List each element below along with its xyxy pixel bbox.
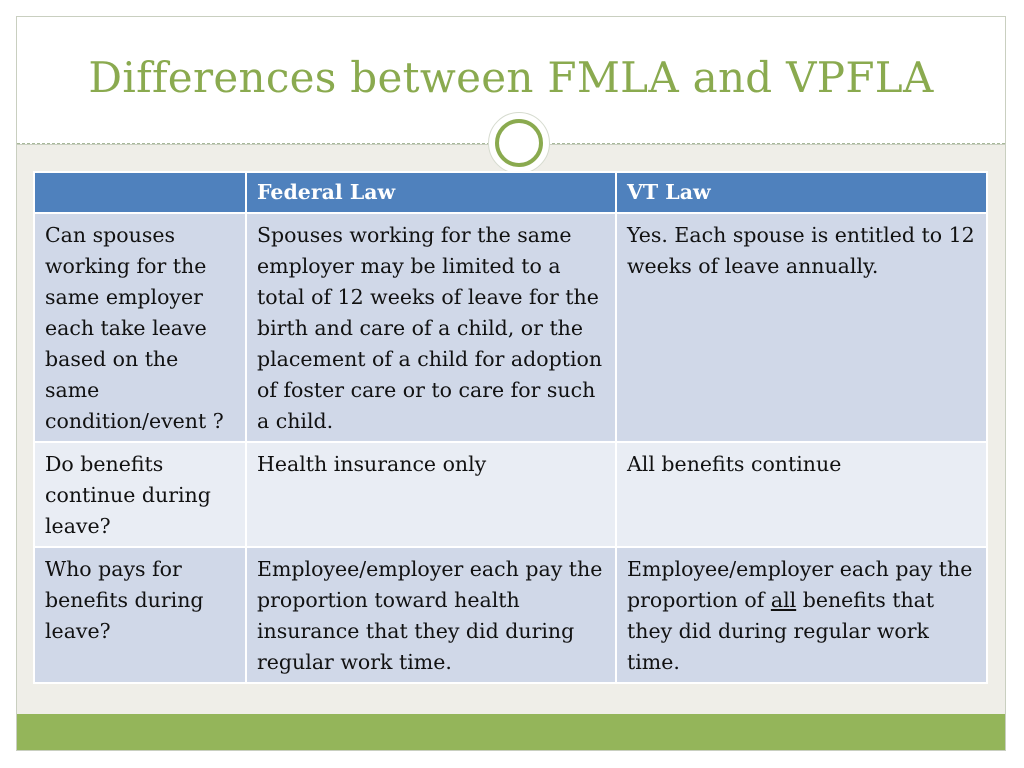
federal-cell: Health insurance only bbox=[246, 442, 616, 547]
table-row bbox=[34, 213, 987, 442]
question-cell: Who pays for benefits during leave? bbox=[34, 547, 246, 683]
comparison-table bbox=[33, 171, 988, 684]
header-cell-empty bbox=[34, 172, 246, 213]
table-header-row bbox=[34, 172, 987, 213]
slide bbox=[16, 16, 1006, 751]
question-cell: Can spouses working for the same employer each take leave based on the same condition/event ? bbox=[34, 213, 246, 442]
federal-cell: Spouses working for the same employer may be limited to a total of 12 weeks of leave for the birth and care of a child, or the placement of a child for adoption of foster care or to care for such a child. bbox=[246, 213, 616, 442]
circle-ornament-icon bbox=[488, 112, 550, 174]
header-cell-federal: Federal Law bbox=[246, 172, 616, 213]
vt-cell: Yes. Each spouse is entitled to 12 weeks of leave annually. bbox=[616, 213, 987, 442]
table-row bbox=[34, 547, 987, 683]
vt-text-underlined: all bbox=[770, 588, 797, 612]
vt-text-after: benefits that they did during regular work time. bbox=[627, 588, 935, 674]
vt-text-before: Employee/employer each pay the proportion of bbox=[627, 557, 973, 612]
header-cell-vt: VT Law bbox=[616, 172, 987, 213]
vt-cell: All benefits continue bbox=[616, 442, 987, 547]
vt-cell bbox=[616, 547, 987, 683]
circle-ring-icon bbox=[495, 119, 543, 167]
slide-title: Differences between FMLA and VPFLA bbox=[88, 53, 934, 102]
bottom-accent-bar bbox=[17, 714, 1005, 750]
table-row bbox=[34, 442, 987, 547]
question-cell: Do benefits continue during leave? bbox=[34, 442, 246, 547]
federal-cell: Employee/employer each pay the proportion toward health insurance that they did during regular work time. bbox=[246, 547, 616, 683]
